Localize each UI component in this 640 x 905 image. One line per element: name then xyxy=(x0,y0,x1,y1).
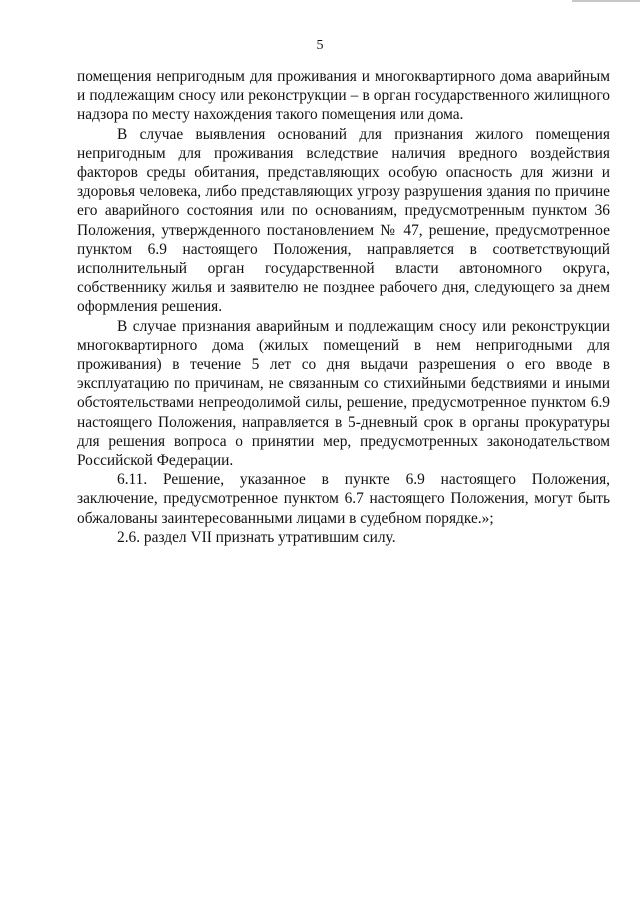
page-number: 5 xyxy=(316,38,324,53)
document-body xyxy=(77,67,610,547)
paragraph-2-6-section-vii: 2.6. раздел VII признать утратившим силу. xyxy=(117,528,396,546)
scan-edge-mark xyxy=(572,0,640,2)
paragraph-emergency-building: В случае признания аварийным и подлежащим сносу или реконструкции многоквартирного дома (жилых помещений в нем непригодными для проживания) в течение 5 лет со дня выдачи разрешения о его вводе в эксплуатацию по причинам, не связанным со стихийными бедствиями и иными обстоятельствами непреодолимой силы, решение, предусмотренное пунктом 6.9 настоящего Положения, направляется в 5-дневный срок в органы прокуратуры для решения вопроса о принятии мер, предусмотренных законодательством Российской Федерации. xyxy=(77,317,610,470)
paragraph-continuation: помещения непригодным для проживания и многоквартирного дома аварийным и подлежащим сносу или реконструкции – в орган государственного жилищного надзора по месту нахождения такого помещения или дома. xyxy=(77,68,610,124)
paragraph-6-11-appeal: 6.11. Решение, указанное в пункте 6.9 настоящего Положения, заключение, предусмотренное пунктом 6.7 настоящего Положения, могут быть обжалованы заинтересованными лицами в судебном порядке.»; xyxy=(77,471,610,527)
paragraph-hazard-grounds: В случае выявления оснований для признания жилого помещения непригодным для проживания вследствие наличия вредного воздействия факторов среды обитания, представляющих особую опасность для жизни и здоровья человека, либо представляющих угрозу разрушения здания по причине его аварийного состояния или по основаниям, предусмотренным пунктом 36 Положения, утвержденного постановлением № 47, решение, предусмотренное пунктом 6.9 настоящего Положения, направляется в соответствующий исполнительный орган государственной власти автономного округа, собственнику жилья и заявителю не позднее рабочего дня, следующего за днем оформления решения. xyxy=(77,125,610,316)
